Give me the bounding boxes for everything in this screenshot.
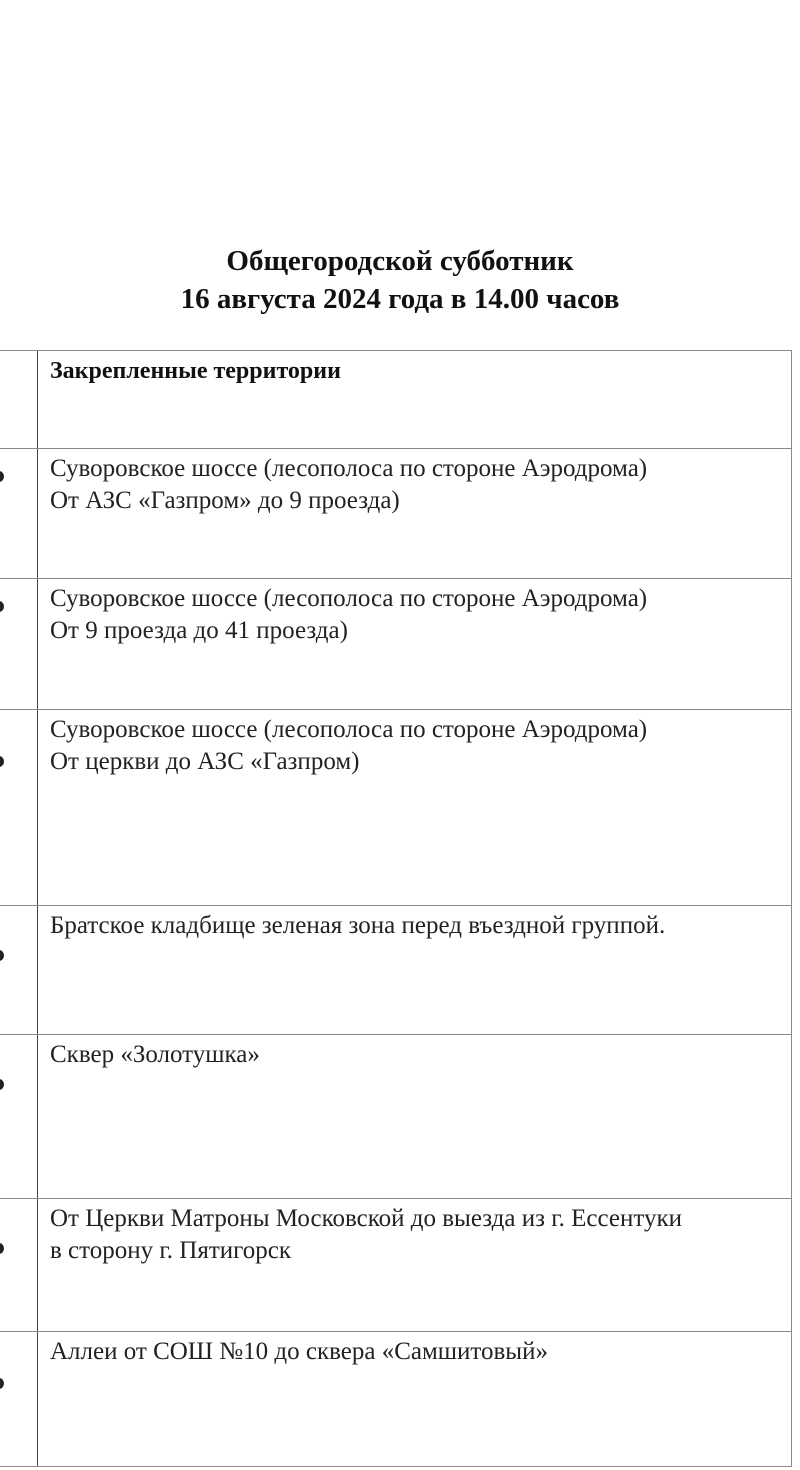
table-row <box>0 709 792 905</box>
left-column-cell <box>0 710 38 905</box>
territory-line: Суворовское шоссе (лесополоса по стороне Аэродрома) <box>50 716 648 743</box>
table-row <box>0 448 792 578</box>
document-subtitle-date: 16 августа 2024 года в 14.00 часов <box>180 283 620 315</box>
cut-off-mark <box>0 756 4 767</box>
left-column-cell <box>0 906 38 1034</box>
table-row <box>0 905 792 1034</box>
header-cell <box>38 351 792 448</box>
left-column-cell <box>0 1035 38 1198</box>
left-column-cell <box>0 579 38 709</box>
territories-table <box>0 350 792 1467</box>
territory-line: Суворовское шоссе (лесополоса по стороне Аэродрома) <box>50 455 648 482</box>
cut-off-mark <box>0 1243 4 1254</box>
territory-cell <box>38 1199 792 1331</box>
territory-line: От 9 проезда до 41 проезда) <box>50 617 348 644</box>
table-header-row <box>0 350 792 448</box>
territory-line: Братское кладбище зеленая зона перед въездной группой. <box>50 912 666 939</box>
left-column-cell <box>0 351 38 448</box>
table-row <box>0 1331 792 1467</box>
territory-line: От АЗС «Газпром» до 9 проезда) <box>50 487 400 514</box>
territory-line: в сторону г. Пятигорск <box>50 1237 292 1264</box>
territory-line: От Церкви Матроны Московской до выезда из г. Ессентуки <box>50 1205 683 1232</box>
territory-line: Аллеи от СОШ №10 до сквера «Самшитовый» <box>50 1338 548 1365</box>
cut-off-mark <box>0 1079 4 1090</box>
table-row <box>0 578 792 709</box>
territory-cell <box>38 906 792 1034</box>
left-column-cell <box>0 1199 38 1331</box>
cut-off-mark <box>0 1378 4 1389</box>
cut-off-mark <box>0 471 4 482</box>
table-row <box>0 1034 792 1198</box>
left-column-cell <box>0 1332 38 1466</box>
column-header-territories: Закрепленные территории <box>50 358 341 384</box>
territory-cell <box>38 710 792 905</box>
territory-cell <box>38 579 792 709</box>
document-title: Общегородской субботник <box>226 245 574 277</box>
territory-line: Суворовское шоссе (лесополоса по стороне Аэродрома) <box>50 585 648 612</box>
territory-line: От церкви до АЗС «Газпром) <box>50 748 360 775</box>
table-row <box>0 1198 792 1331</box>
territory-cell <box>38 1035 792 1198</box>
territory-line: Сквер «Золотушка» <box>50 1041 260 1068</box>
cut-off-mark <box>0 950 4 961</box>
territory-cell <box>38 1332 792 1466</box>
territory-cell <box>38 449 792 578</box>
left-column-cell <box>0 449 38 578</box>
cut-off-mark <box>0 601 4 612</box>
